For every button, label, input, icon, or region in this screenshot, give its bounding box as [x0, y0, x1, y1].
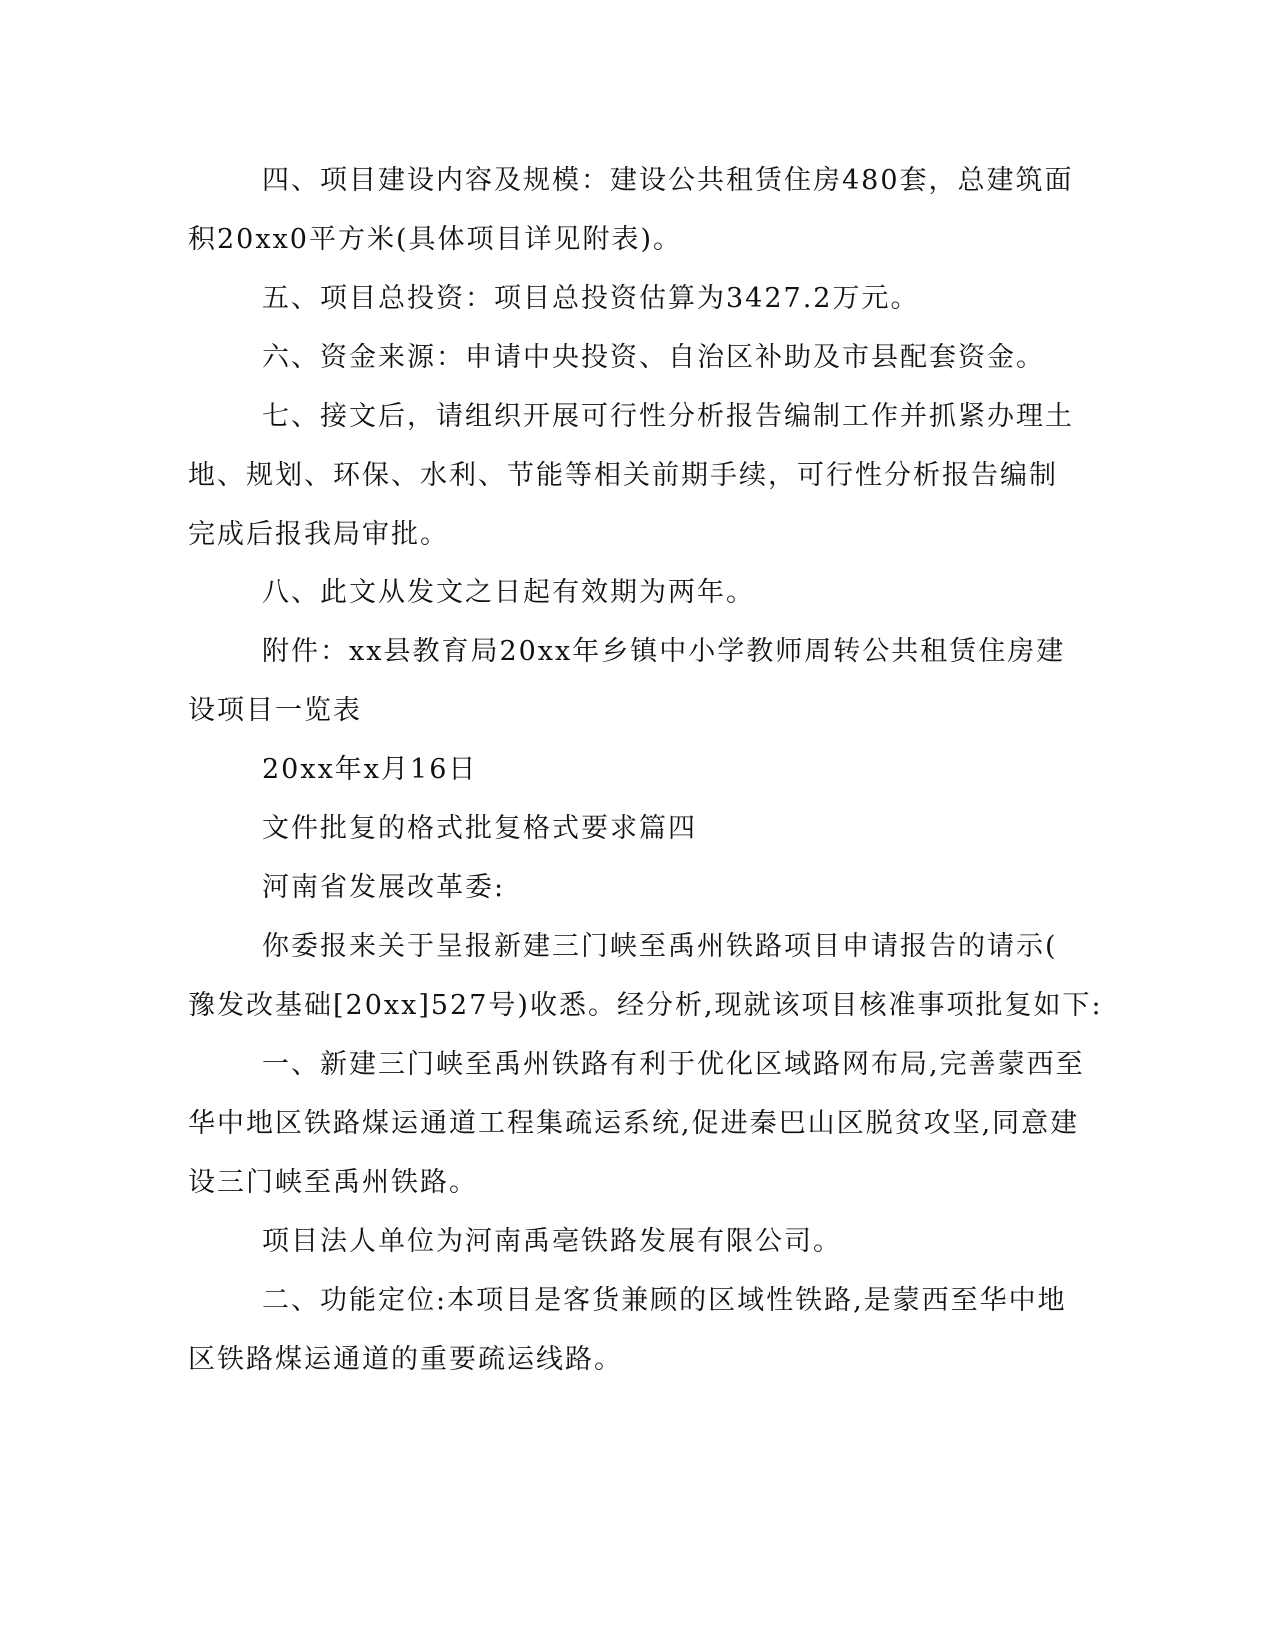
paragraph-line: 五、项目总投资：项目总投资估算为3427.2万元。 — [262, 283, 920, 314]
paragraph-line: 你委报来关于呈报新建三门峡至禹州铁路项目申请报告的请示( — [262, 931, 1058, 962]
paragraph-line: 设三门峡至禹州铁路。 — [188, 1167, 478, 1198]
section-heading: 文件批复的格式批复格式要求篇四 — [262, 813, 697, 844]
date-line: 20xx年x月16日 — [262, 754, 478, 785]
paragraph-line: 完成后报我局审批。 — [188, 519, 449, 550]
paragraph-line: 设项目一览表 — [188, 695, 362, 726]
paragraph-line: 八、此文从发文之日起有效期为两年。 — [262, 577, 755, 608]
paragraph-line: 一、新建三门峡至禹州铁路有利于优化区域路网布局,完善蒙西至 — [262, 1049, 1085, 1080]
paragraph-line: 项目法人单位为河南禹亳铁路发展有限公司。 — [262, 1226, 842, 1257]
paragraph-line: 六、资金来源：申请中央投资、自治区补助及市县配套资金。 — [262, 342, 1045, 373]
paragraph-line: 豫发改基础[20xx]527号)收悉。经分析,现就该项目核准事项批复如下: — [188, 990, 1103, 1021]
paragraph-line: 华中地区铁路煤运通道工程集疏运系统,促进秦巴山区脱贫攻坚,同意建 — [188, 1108, 1080, 1139]
paragraph-line: 二、功能定位:本项目是客货兼顾的区域性铁路,是蒙西至华中地 — [262, 1285, 1067, 1316]
paragraph-line: 区铁路煤运通道的重要疏运线路。 — [188, 1344, 623, 1375]
paragraph-line: 地、规划、环保、水利、节能等相关前期手续，可行性分析报告编制 — [188, 460, 1058, 491]
paragraph-line: 四、项目建设内容及规模：建设公共租赁住房480套，总建筑面 — [262, 165, 1074, 196]
paragraph-line: 七、接文后，请组织开展可行性分析报告编制工作并抓紧办理土 — [262, 401, 1074, 432]
paragraph-line: 积20xx0平方米(具体项目详见附表)。 — [188, 224, 683, 255]
addressee-line: 河南省发展改革委: — [262, 872, 506, 903]
paragraph-line: 附件：xx县教育局20xx年乡镇中小学教师周转公共租赁住房建 — [262, 636, 1066, 667]
